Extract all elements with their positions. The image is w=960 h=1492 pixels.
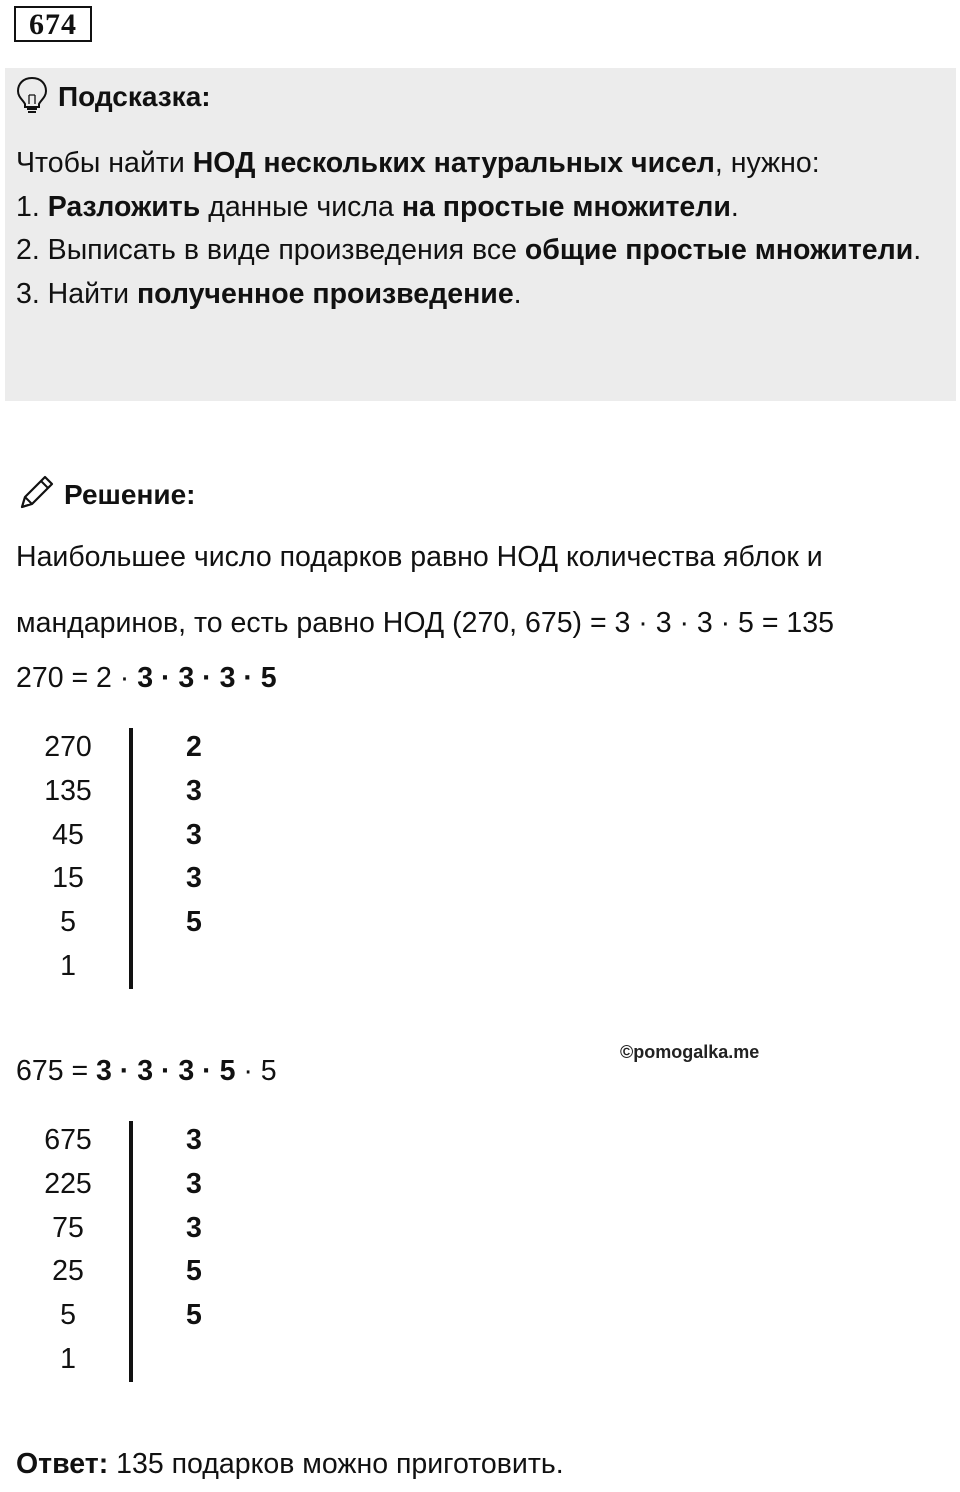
factor-table-270: [0, 726, 260, 989]
factor-number: 75: [52, 1211, 84, 1244]
factor-divisor: 3: [186, 818, 202, 851]
hint-text: [16, 142, 936, 316]
hint-step-2: [16, 229, 936, 273]
factor-divisor: 2: [186, 731, 202, 763]
answer-text: 135 подарков можно приготовить.: [108, 1448, 564, 1480]
step1-bold2: на простые множители: [401, 190, 731, 223]
solution-title: Решение:: [64, 479, 196, 510]
pencil-icon: [14, 471, 58, 520]
factor-divisor: 3: [186, 862, 202, 895]
eq270-lhs: 270 = 2 ·: [16, 662, 138, 694]
step1-num: 1.: [16, 190, 48, 223]
step3-start: 3. Найти: [16, 277, 137, 310]
factor-number: 45: [52, 818, 84, 851]
factor-number: 5: [60, 1299, 76, 1332]
task-number: 674: [14, 6, 92, 42]
factor-divisor: 3: [186, 1124, 202, 1156]
factor-divisor: 3: [186, 1211, 202, 1244]
hint-intro-start: Чтобы найти: [16, 147, 193, 179]
factor-divisor: 5: [186, 1255, 202, 1288]
factor-number: 135: [44, 774, 92, 807]
factor-divisor: 3: [186, 1167, 202, 1200]
lightbulb-icon: [14, 75, 50, 120]
factor-divisor: 5: [186, 906, 202, 939]
eq675-bold: 3 · 3 · 3 · 5: [96, 1055, 236, 1087]
step3-bold: полученное произведение: [136, 277, 514, 310]
step1-end: .: [730, 190, 739, 223]
factor-number: 1: [60, 949, 76, 982]
solution-line-2: мандаринов, то есть равно НОД (270, 675) = 3 · 3 · 3 · 5 = 135: [16, 607, 834, 639]
step2-end: .: [913, 234, 922, 266]
equation-270: [16, 662, 277, 695]
factor-number: 1: [60, 1342, 76, 1375]
factor-number: 270: [44, 731, 92, 763]
hint-step-1: [16, 186, 936, 230]
hint-intro: [16, 142, 936, 186]
eq675-lhs: 675 =: [16, 1055, 97, 1087]
factor-number: 15: [52, 862, 84, 895]
answer-label: Ответ:: [16, 1448, 109, 1480]
answer: [16, 1448, 564, 1481]
solution-header: [14, 472, 195, 518]
factor-number: 225: [44, 1167, 92, 1200]
step2-bold: общие простые множители: [524, 234, 914, 266]
step1-bold1: Разложить: [47, 190, 201, 223]
step3-end: .: [513, 277, 522, 310]
equation-675: [16, 1055, 277, 1088]
step1-mid: данные числа: [200, 190, 402, 223]
division-bar: [129, 1121, 133, 1382]
division-bar: [129, 728, 133, 989]
watermark: ©pomogalka.me: [620, 1042, 760, 1062]
eq270-bold: 3 · 3 · 3 · 5: [137, 662, 277, 694]
hint-header: [14, 75, 211, 119]
factor-number: 25: [52, 1255, 84, 1288]
eq675-rest: · 5: [235, 1055, 277, 1087]
solution-line-1: Наибольшее число подарков равно НОД количества яблок и: [16, 541, 823, 573]
factor-divisor: 5: [186, 1299, 202, 1332]
hint-intro-bold: НОД нескольких натуральных чисел: [192, 147, 715, 179]
hint-step-3: [16, 273, 936, 317]
factor-number: 675: [44, 1124, 92, 1156]
factor-number: 5: [60, 906, 76, 939]
step2-start: 2. Выписать в виде произведения все: [16, 234, 525, 266]
hint-title: Подсказка:: [58, 81, 211, 112]
factor-table-675: [0, 1119, 260, 1382]
factor-divisor: 3: [186, 774, 202, 807]
hint-intro-end: , нужно:: [714, 147, 820, 179]
